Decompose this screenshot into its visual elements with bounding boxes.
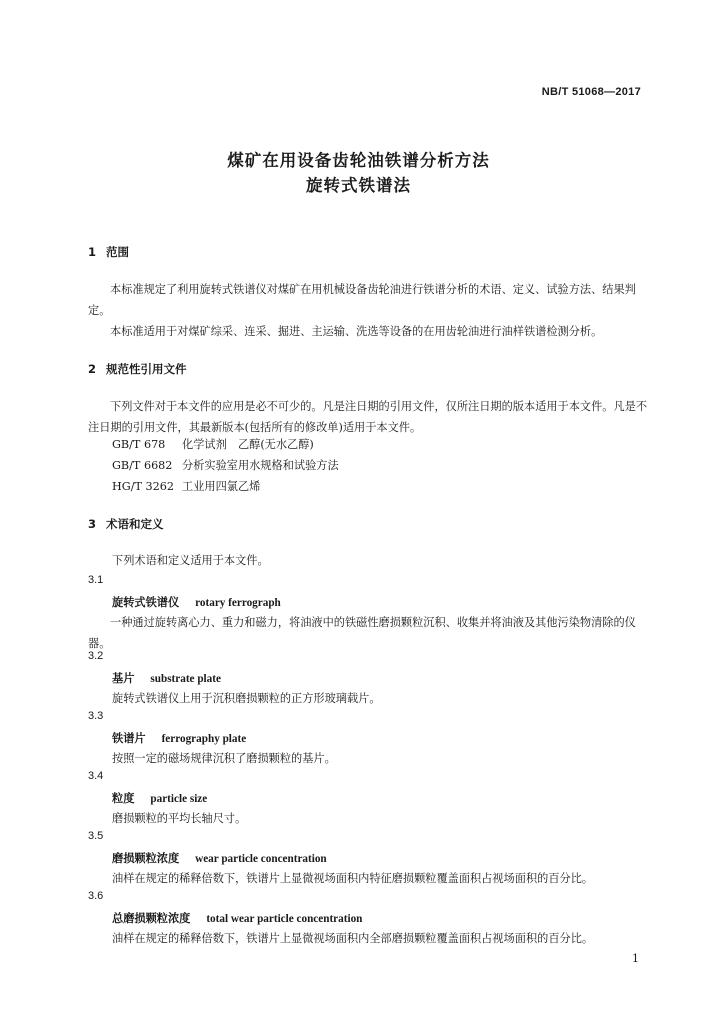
- section-title: 规范性引用文件: [106, 362, 187, 376]
- clause-number: 3.5: [88, 830, 104, 842]
- term-definition: 磨损颗粒的平均长轴尺寸。: [112, 812, 247, 825]
- clause-number: 3.2: [88, 650, 104, 662]
- clause-number: 3.1: [88, 574, 104, 586]
- term-heading: [112, 850, 327, 866]
- reference-code: GB/T 6682: [112, 459, 173, 472]
- term-heading: [112, 594, 281, 610]
- term-chinese: 旋转式铁谱仪: [112, 596, 180, 609]
- term-chinese: 粒度: [112, 792, 135, 805]
- section-3-heading: [88, 516, 164, 532]
- clause-number: 3.3: [88, 710, 104, 722]
- clause-number: 3.6: [88, 890, 104, 902]
- term-chinese: 磨损颗粒浓度: [112, 852, 180, 865]
- section-number: 3: [88, 517, 97, 531]
- normative-reference: [112, 436, 314, 452]
- term-definition: 旋转式铁谱仪上用于沉积磨损颗粒的正方形玻璃载片。: [112, 692, 381, 705]
- term-heading: [112, 910, 362, 926]
- clause-number: 3.4: [88, 770, 104, 782]
- term-english: total wear particle concentration: [206, 913, 363, 925]
- normative-reference: [112, 457, 339, 473]
- term-definition: 按照一定的磁场规律沉积了磨损颗粒的基片。: [112, 752, 336, 765]
- term-english: rotary ferrograph: [195, 597, 281, 609]
- paragraph: 本标准适用于对煤矿综采、连采、掘进、主运输、洗选等设备的在用齿轮油进行油样铁谱检测分析。: [110, 325, 603, 338]
- section-number: 2: [88, 362, 97, 376]
- normative-reference: [112, 478, 260, 494]
- section-title: 范围: [106, 245, 129, 259]
- reference-title: 分析实验室用水规格和试验方法: [182, 459, 339, 472]
- reference-code: HG/T 3262: [112, 480, 174, 493]
- term-heading: [112, 790, 207, 806]
- section-number: 1: [88, 245, 97, 259]
- term-definition: 一种通过旋转离心力、重力和磁力，将油液中的铁磁性磨损颗粒沉积、收集并将油液及其他污染物清除的仪器。: [88, 616, 636, 650]
- term-chinese: 总磨损颗粒浓度: [112, 912, 191, 925]
- reference-title: 化学试剂 乙醇(无水乙醇): [182, 438, 314, 451]
- term-chinese: 铁谱片: [112, 732, 146, 745]
- term-english: substrate plate: [150, 673, 221, 685]
- section-1-heading: [88, 244, 129, 260]
- document-title: 煤矿在用设备齿轮油铁谱分析方法: [227, 151, 490, 170]
- reference-code: GB/T 678: [112, 438, 166, 451]
- term-english: ferrography plate: [161, 733, 247, 745]
- term-definition: 油样在规定的稀释倍数下，铁谱片上显微视场面积内全部磨损颗粒覆盖面积占视场面积的百分比。: [112, 932, 594, 945]
- reference-title: 工业用四氯乙烯: [182, 480, 261, 493]
- term-definition: 油样在规定的稀释倍数下，铁谱片上显微视场面积内特征磨损颗粒覆盖面积占视场面积的百分比。: [112, 872, 594, 885]
- paragraph: 本标准规定了利用旋转式铁谱仪对煤矿在用机械设备齿轮油进行铁谱分析的术语、定义、试验方法、结果判定。: [88, 283, 636, 317]
- term-heading: [112, 730, 246, 746]
- page-number: 1: [632, 952, 639, 965]
- standard-number: NB/T 51068—2017: [541, 86, 641, 98]
- term-chinese: 基片: [112, 672, 135, 685]
- section-title: 术语和定义: [106, 517, 164, 531]
- term-english: particle size: [150, 793, 208, 805]
- paragraph: 下列文件对于本文件的应用是必不可少的。凡是注日期的引用文件，仅所注日期的版本适用于本文件。凡是不注日期的引用文件，其最新版本(包括所有的修改单)适用于本文件。: [88, 400, 648, 434]
- document-subtitle: 旋转式铁谱法: [306, 176, 411, 195]
- term-english: wear particle concentration: [195, 853, 327, 865]
- section-2-heading: [88, 361, 187, 377]
- term-heading: [112, 670, 221, 686]
- paragraph: 下列术语和定义适用于本文件。: [112, 554, 269, 567]
